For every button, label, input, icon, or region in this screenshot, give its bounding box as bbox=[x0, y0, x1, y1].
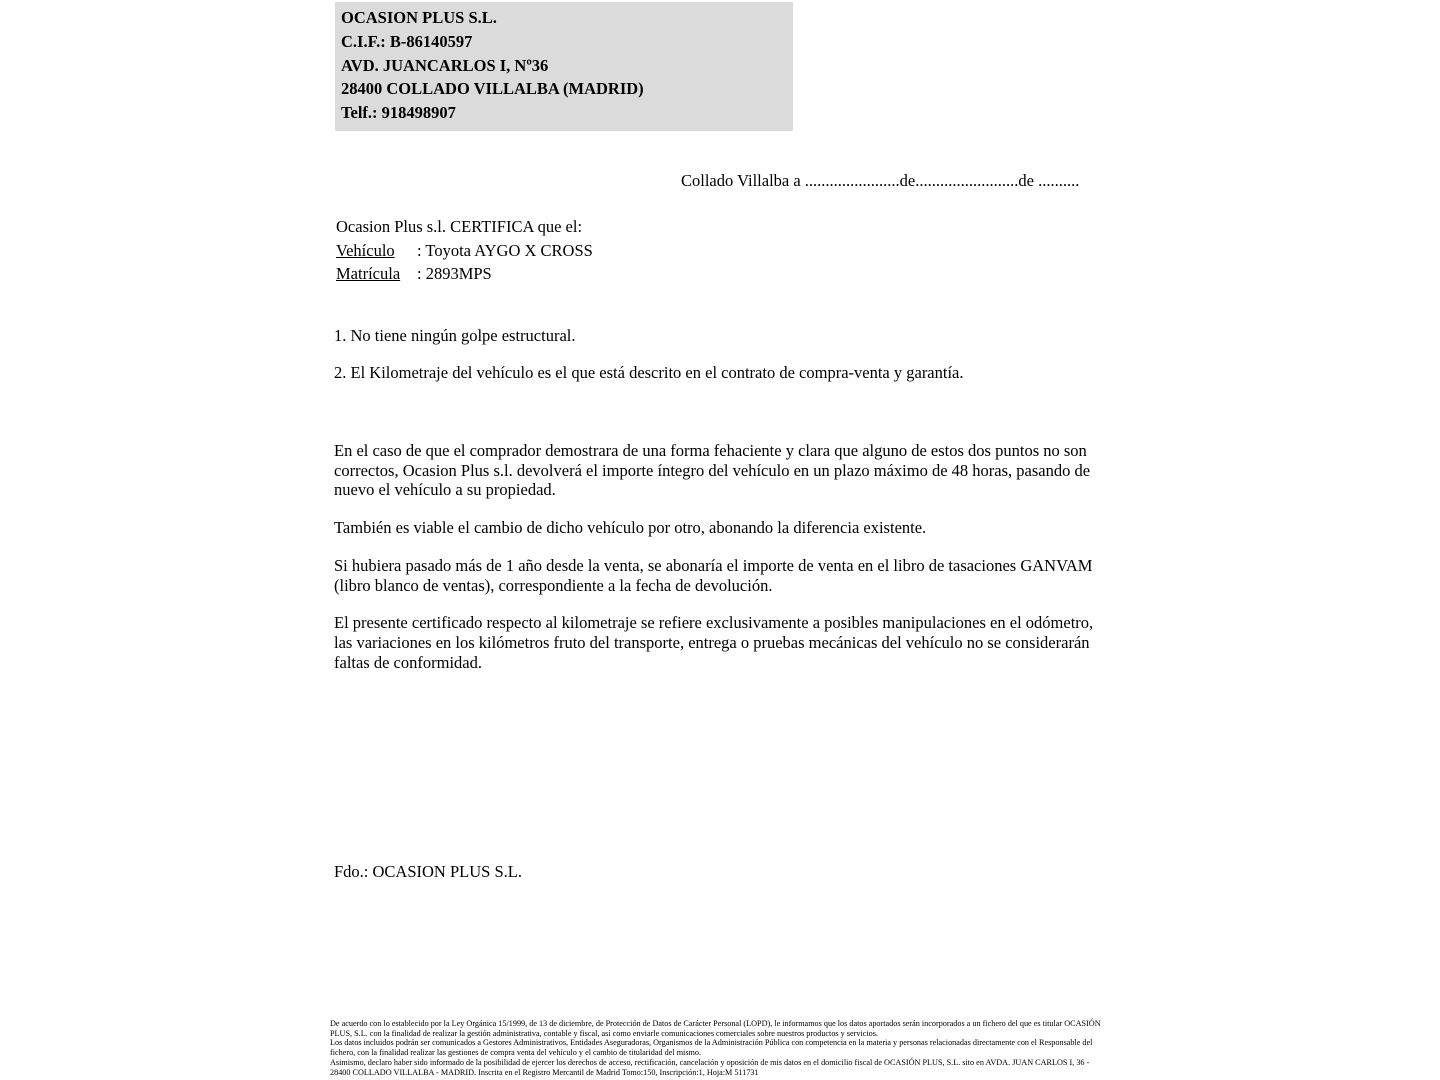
company-phone: Telf.: 918498907 bbox=[341, 103, 456, 123]
company-address-line1: AVD. JUANCARLOS I, Nº36 bbox=[341, 55, 549, 75]
date-line: Collado Villalba a .......................de.........................de .......... bbox=[681, 171, 1080, 190]
company-header-box bbox=[335, 2, 793, 131]
point-1: 1. No tiene ningún golpe estructural. bbox=[334, 326, 576, 345]
plate-row bbox=[336, 262, 593, 286]
signature-line: Fdo.: OCASION PLUS S.L. bbox=[334, 862, 522, 881]
vehicle-value: : Toyota AYGO X CROSS bbox=[417, 240, 593, 260]
vehicle-row bbox=[336, 239, 593, 263]
legal-paragraph-rights: Asimismo, declaro haber sido informado de la posibilidad de ejercer los derechos de acceso, rectificación, cancelación y oposición de mis datos en el domicilio fiscal de OCASIÓN PLUS, S.L. sito en AVDA. JUAN CARLOS I, 36 - 28400 COLLADO VILLALBA - MADRID. Inscrita en el Registro Mercantil de Madrid Tomo:150, Inscripción:1, Hoja:M 511731 bbox=[330, 1057, 1090, 1077]
paragraph-odometer: El presente certificado respecto al kilometraje se refiere exclusivamente a posibles manipulaciones en el odómetro, las variaciones en los kilómetros fruto del transporte, entrega o pruebas mecánicas del vehículo no se considerarán faltas de conformidad. bbox=[334, 613, 1094, 672]
vehicle-label-cell bbox=[336, 239, 417, 263]
company-cif: C.I.F.: B-86140597 bbox=[341, 31, 473, 51]
legal-footer bbox=[330, 1019, 1104, 1077]
certify-block bbox=[336, 215, 593, 286]
plate-label: Matrícula bbox=[336, 264, 401, 283]
paragraph-exchange: También es viable el cambio de dicho vehículo por otro, abonando la diferencia existente. bbox=[334, 518, 927, 538]
point-2: 2. El Kilometraje del vehículo es el que está descrito en el contrato de compra-venta y garantía. bbox=[334, 363, 964, 382]
paragraph-ganvam: Si hubiera pasado más de 1 año desde la venta, se abonaría el importe de venta en el libro de tasaciones GANVAM (libro blanco de ventas), correspondiente a la fecha de devolución. bbox=[334, 555, 1093, 595]
company-name: OCASION PLUS S.L. bbox=[341, 8, 497, 27]
paragraph-refund: En el caso de que el comprador demostrara de una forma fehaciente y clara que alguno de estos dos puntos no son correctos, Ocasion Plus s.l. devolverá el importe íntegro del vehículo en un plazo máximo de 48 horas, pasando de nuevo el vehículo a su propiedad. bbox=[334, 441, 1091, 500]
company-address-line2: 28400 COLLADO VILLALBA (MADRID) bbox=[341, 79, 644, 99]
vehicle-label: Vehículo bbox=[336, 240, 395, 260]
plate-label-cell bbox=[336, 262, 417, 286]
body-paragraphs bbox=[334, 441, 1110, 690]
legal-paragraph-lopd: De acuerdo con lo establecido por la Ley Orgánica 15/1999, de 13 de diciembre, de Protección de Datos de Carácter Personal (LOPD), le informamos que los datos aportados serán incorporados a un fichero del que es titular OCASIÓN PLUS, S.L. con la finalidad de realizar la gestión administrativa, contable y fiscal, así como enviarle comunicaciones comerciales sobre nuestros productos y servicios. bbox=[330, 1019, 1101, 1038]
legal-paragraph-data-sharing: Los datos incluidos podrán ser comunicados a Gestores Administrativos, Entidades Aseguradoras, Organismos de la Administración Pública con competencia en la materia y personas relacionadas directamente con el Responsable del fichero, con la finalidad realizar las gestiones de compra venta del vehículo y el cambio de titularidad del mismo. bbox=[330, 1038, 1093, 1058]
certify-intro: Ocasion Plus s.l. CERTIFICA que el: bbox=[336, 217, 583, 236]
plate-value: : 2893MPS bbox=[417, 264, 492, 283]
